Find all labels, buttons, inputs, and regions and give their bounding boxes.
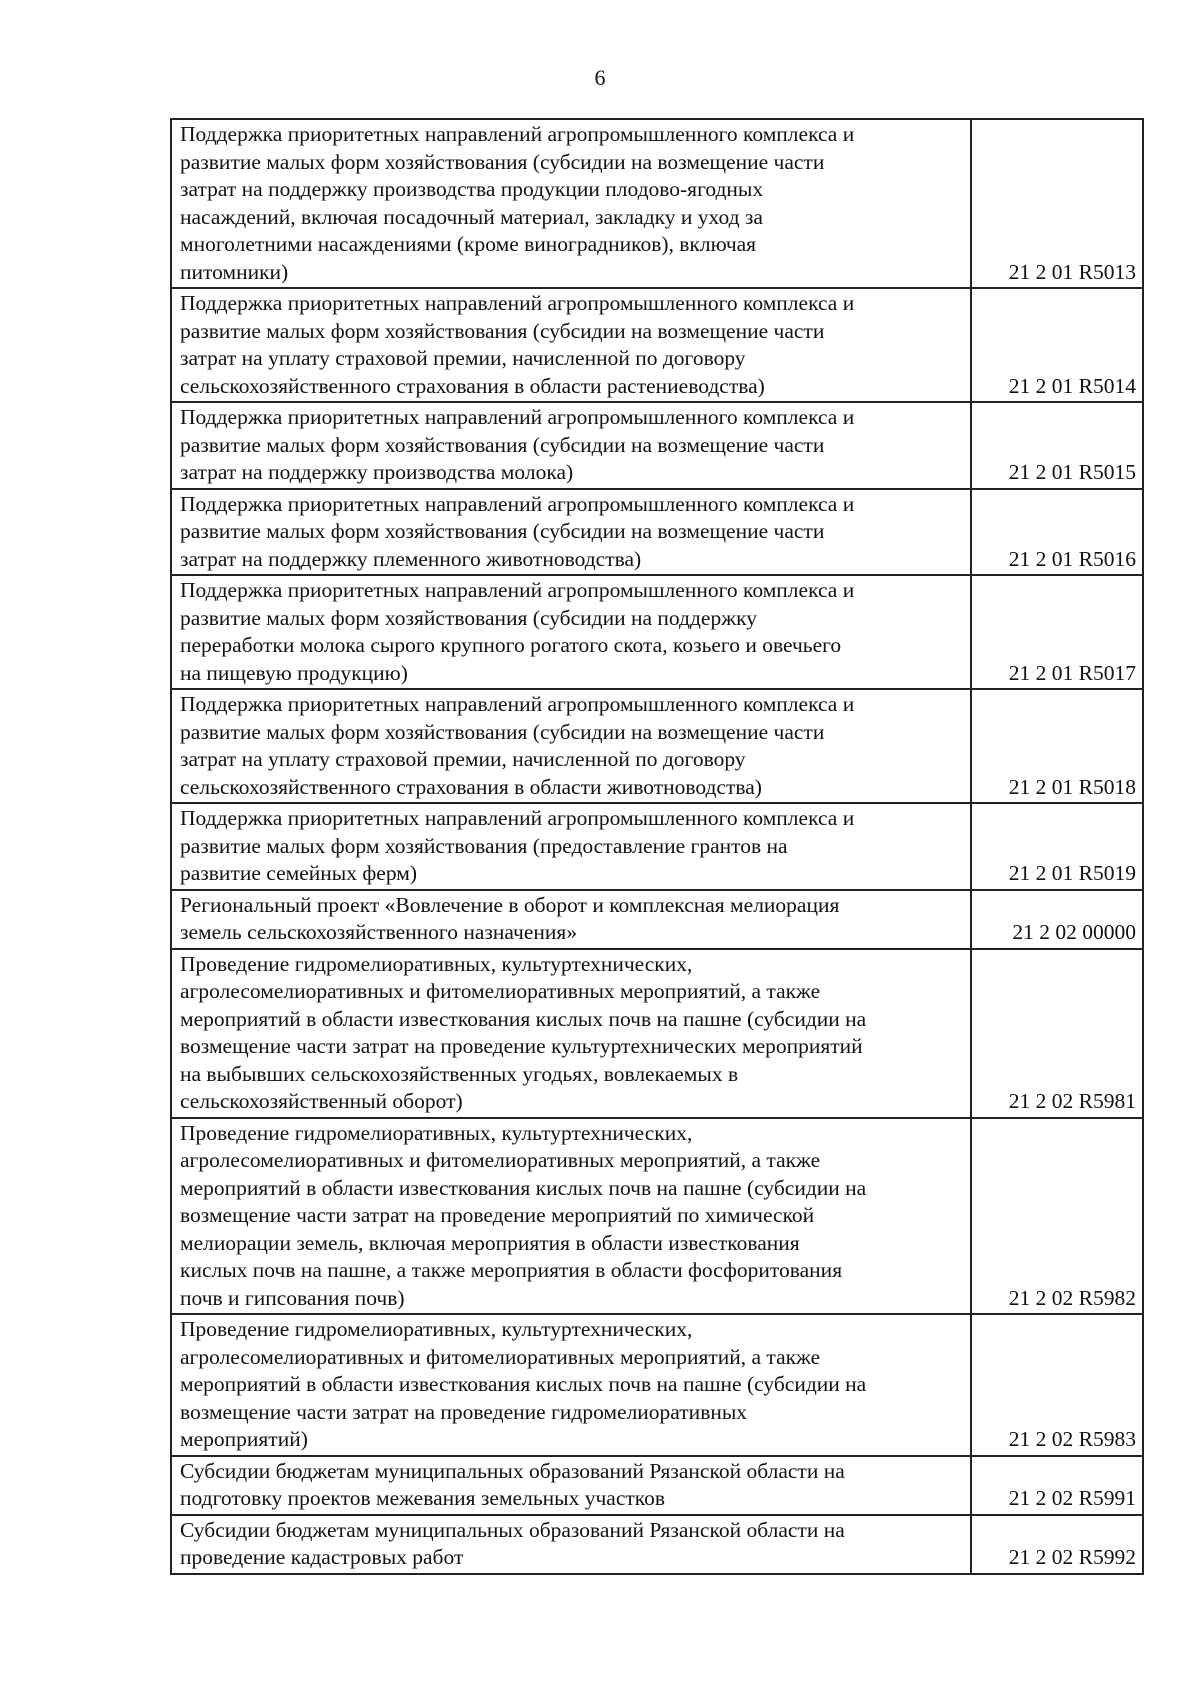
row-code: 21 2 01 R5019	[971, 803, 1143, 890]
row-code: 21 2 02 R5983	[971, 1314, 1143, 1456]
row-description: Поддержка приоритетных направлений агропромышленного комплекса и развитие малых форм хозяйствования (субсидии на возмещение части затрат на поддержку производства молока)	[171, 402, 971, 489]
row-code: 21 2 02 00000	[971, 890, 1143, 949]
table-row	[171, 949, 1143, 1118]
row-code: 21 2 01 R5016	[971, 489, 1143, 576]
budget-classification-table	[170, 118, 1144, 1575]
table-row	[171, 288, 1143, 402]
row-code: 21 2 02 R5981	[971, 949, 1143, 1118]
row-description: Поддержка приоритетных направлений агропромышленного комплекса и развитие малых форм хозяйствования (субсидии на возмещение части затрат на уплату страховой премии, начисленной по договору сельскохозяйственного страхования в области животноводства)	[171, 689, 971, 803]
table-body	[171, 119, 1143, 1574]
row-description: Поддержка приоритетных направлений агропромышленного комплекса и развитие малых форм хозяйствования (субсидии на возмещение части затрат на поддержку племенного животноводства)	[171, 489, 971, 576]
table-row	[171, 1515, 1143, 1574]
row-description: Проведение гидромелиоративных, культуртехнических, агролесомелиоративных и фитомелиоративных мероприятий, а также мероприятий в области известкования кислых почв на пашне (субсидии на возмещение части затрат на проведение мероприятий по химической мелиорации земель, включая мероприятия в области известкования кислых почв на пашне, а также мероприятия в области фосфоритования почв и гипсования почв)	[171, 1118, 971, 1315]
table-row	[171, 890, 1143, 949]
row-description: Субсидии бюджетам муниципальных образований Рязанской области на подготовку проектов межевания земельных участков	[171, 1456, 971, 1515]
row-description: Проведение гидромелиоративных, культуртехнических, агролесомелиоративных и фитомелиоративных мероприятий, а также мероприятий в области известкования кислых почв на пашне (субсидии на возмещение части затрат на проведение гидромелиоративных мероприятий)	[171, 1314, 971, 1456]
table-row	[171, 1314, 1143, 1456]
row-code: 21 2 02 R5982	[971, 1118, 1143, 1315]
table-row	[171, 119, 1143, 288]
table-row	[171, 1456, 1143, 1515]
row-description: Поддержка приоритетных направлений агропромышленного комплекса и развитие малых форм хозяйствования (субсидии на возмещение части затрат на уплату страховой премии, начисленной по договору сельскохозяйственного страхования в области растениеводства)	[171, 288, 971, 402]
row-code: 21 2 02 R5991	[971, 1456, 1143, 1515]
row-description: Поддержка приоритетных направлений агропромышленного комплекса и развитие малых форм хозяйствования (субсидии на поддержку переработки молока сырого крупного рогатого скота, козьего и овечьего на пищевую продукцию)	[171, 575, 971, 689]
row-code: 21 2 01 R5014	[971, 288, 1143, 402]
row-description: Региональный проект «Вовлечение в оборот и комплексная мелиорация земель сельскохозяйственного назначения»	[171, 890, 971, 949]
table-row	[171, 1118, 1143, 1315]
row-code: 21 2 02 R5992	[971, 1515, 1143, 1574]
row-description: Поддержка приоритетных направлений агропромышленного комплекса и развитие малых форм хозяйствования (предоставление грантов на развитие семейных ферм)	[171, 803, 971, 890]
row-code: 21 2 01 R5018	[971, 689, 1143, 803]
table-row	[171, 402, 1143, 489]
row-code: 21 2 01 R5015	[971, 402, 1143, 489]
row-code: 21 2 01 R5013	[971, 119, 1143, 288]
row-description: Поддержка приоритетных направлений агропромышленного комплекса и развитие малых форм хозяйствования (субсидии на возмещение части затрат на поддержку производства продукции плодово-ягодных насаждений, включая посадочный материал, закладку и уход за многолетними насаждениями (кроме виноградников), включая питомники)	[171, 119, 971, 288]
row-code: 21 2 01 R5017	[971, 575, 1143, 689]
table-row	[171, 489, 1143, 576]
table-row	[171, 575, 1143, 689]
row-description: Проведение гидромелиоративных, культуртехнических, агролесомелиоративных и фитомелиоративных мероприятий, а также мероприятий в области известкования кислых почв на пашне (субсидии на возмещение части затрат на проведение культуртехнических мероприятий на выбывших сельскохозяйственных угодьях, вовлекаемых в сельскохозяйственный оборот)	[171, 949, 971, 1118]
page-number: 6	[594, 65, 606, 90]
row-description: Субсидии бюджетам муниципальных образований Рязанской области на проведение кадастровых работ	[171, 1515, 971, 1574]
table-row	[171, 803, 1143, 890]
table-row	[171, 689, 1143, 803]
